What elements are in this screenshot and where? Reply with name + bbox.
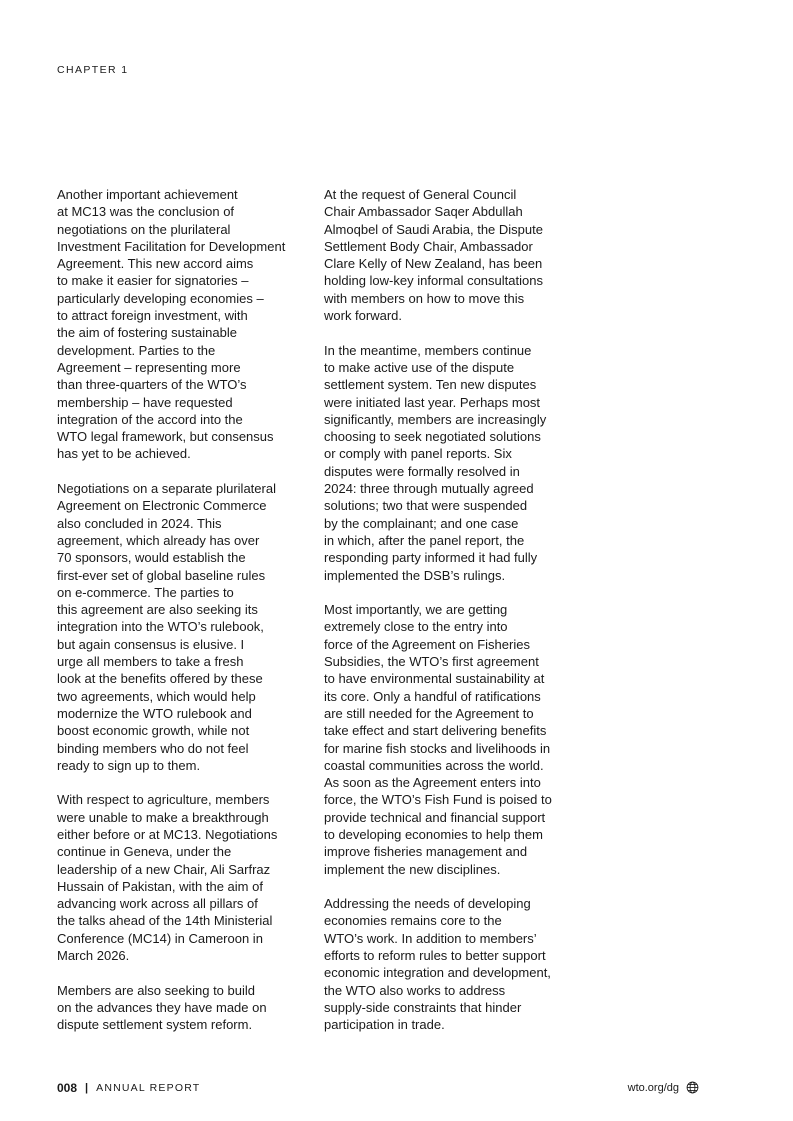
text-line: Agreement – representing more	[57, 359, 241, 375]
text-line: March 2026.	[57, 948, 130, 964]
text-line: two agreements, which would help	[57, 688, 256, 704]
text-line: Almoqbel of Saudi Arabia, the Dispute	[324, 221, 543, 237]
text-line: extremely close to the entry into	[324, 619, 508, 635]
text-line: either before or at MC13. Negotiations	[57, 826, 278, 842]
text-line: Another important achievement	[57, 187, 238, 202]
text-line: participation in trade.	[324, 1017, 445, 1033]
text-line: significantly, members are increasingly	[324, 411, 547, 427]
text-line: implement the new disciplines.	[324, 861, 501, 877]
text-line: the talks ahead of the 14th Ministerial	[57, 913, 273, 929]
footer-separator: |	[85, 1082, 89, 1094]
text-line: At the request of General Council	[324, 187, 517, 202]
text-line: than three-quarters of the WTO’s	[57, 377, 247, 393]
text-line: improve fisheries management and	[324, 844, 528, 860]
text-line: are still needed for the Agreement to	[324, 705, 534, 721]
text-line: WTO legal framework, but consensus	[57, 429, 274, 445]
text-line: to developing economies to help them	[324, 826, 543, 842]
text-line: were unable to make a breakthrough	[57, 809, 269, 825]
text-line: integration of the accord into the	[57, 411, 243, 427]
text-line: for marine fish stocks and livelihoods in	[324, 740, 551, 756]
text-line: Members are also seeking to build	[57, 982, 255, 998]
text-line: force of the Agreement on Fisheries	[324, 636, 530, 652]
text-line: integration into the WTO’s rulebook,	[57, 619, 264, 635]
text-line: settlement system. Ten new disputes	[324, 377, 537, 393]
text-line: As soon as the Agreement enters into	[324, 775, 541, 791]
text-line: its core. Only a handful of ratifications	[324, 688, 541, 704]
body-paragraph	[324, 601, 570, 878]
text-line: to make active use of the dispute	[324, 359, 515, 375]
text-line: Agreement on Electronic Commerce	[57, 498, 267, 514]
text-line: membership – have requested	[57, 394, 233, 410]
text-line: first-ever set of global baseline rules	[57, 567, 266, 583]
text-line: in which, after the panel report, the	[324, 532, 525, 548]
text-line: development. Parties to the	[57, 342, 216, 358]
body-paragraph	[324, 186, 570, 324]
text-line: Most importantly, we are getting	[324, 602, 508, 618]
left-column	[57, 186, 299, 1051]
text-line: provide technical and financial support	[324, 809, 546, 825]
text-line: Investment Facilitation for Development	[57, 238, 286, 254]
text-line: were initiated last year. Perhaps most	[324, 394, 541, 410]
text-line: on the advances they have made on	[57, 999, 267, 1015]
text-line: coastal communities across the world.	[324, 757, 544, 773]
text-line: on e-commerce. The parties to	[57, 584, 234, 600]
report-title: ANNUAL REPORT	[96, 1082, 201, 1094]
text-line: at MC13 was the conclusion of	[57, 204, 235, 220]
text-line: continue in Geneva, under the	[57, 844, 232, 860]
text-line: negotiations on the plurilateral	[57, 221, 231, 237]
text-line: the aim of fostering sustainable	[57, 325, 237, 341]
text-line: with members on how to move this	[324, 290, 525, 306]
text-line: also concluded in 2024. This	[57, 515, 222, 531]
text-line: particularly developing economies –	[57, 290, 264, 306]
text-line: implemented the DSB’s rulings.	[324, 567, 506, 583]
text-line: economic integration and development,	[324, 965, 551, 981]
text-line: supply-side constraints that hinder	[324, 999, 522, 1015]
text-line: modernize the WTO rulebook and	[57, 705, 252, 721]
text-line: but again consensus is elusive. I	[57, 636, 245, 652]
text-line: binding members who do not feel	[57, 740, 249, 756]
text-line: Subsidies, the WTO’s first agreement	[324, 654, 539, 670]
text-line: to attract foreign investment, with	[57, 308, 248, 324]
text-line: work forward.	[324, 308, 403, 324]
body-paragraph	[57, 186, 299, 463]
text-line: advancing work across all pillars of	[57, 896, 258, 912]
text-line: Settlement Body Chair, Ambassador	[324, 238, 533, 254]
text-line: the WTO also works to address	[324, 982, 506, 998]
text-line: Conference (MC14) in Cameroon in	[57, 930, 263, 946]
text-line: by the complainant; and one case	[324, 515, 519, 531]
text-line: boost economic growth, while not	[57, 723, 250, 739]
text-line: With respect to agriculture, members	[57, 792, 270, 808]
chapter-label: CHAPTER 1	[57, 64, 129, 76]
text-line: WTO’s work. In addition to members’	[324, 930, 537, 946]
text-line: to have environmental sustainability at	[324, 671, 545, 687]
text-line: Agreement. This new accord aims	[57, 256, 254, 272]
text-line: economies remains core to the	[324, 913, 502, 929]
text-line: agreement, which already has over	[57, 532, 260, 548]
text-line: force, the WTO’s Fish Fund is poised to	[324, 792, 552, 808]
text-line: Chair Ambassador Saqer Abdullah	[324, 204, 523, 220]
body-paragraph	[324, 342, 570, 584]
body-paragraph	[57, 982, 299, 1034]
text-line: 2024: three through mutually agreed	[324, 481, 534, 497]
text-line: leadership of a new Chair, Ali Sarfraz	[57, 861, 271, 877]
body-paragraph	[324, 895, 570, 1033]
body-paragraph	[57, 480, 299, 774]
text-line: solutions; two that were suspended	[324, 498, 528, 514]
text-line: holding low-key informal consultations	[324, 273, 543, 289]
footer-right	[628, 1081, 699, 1094]
globe-icon	[686, 1081, 699, 1094]
text-line: has yet to be achieved.	[57, 446, 191, 462]
text-line: or comply with panel reports. Six	[324, 446, 512, 462]
text-line: disputes were formally resolved in	[324, 463, 520, 479]
text-line: ready to sign up to them.	[57, 757, 201, 773]
text-line: Negotiations on a separate plurilateral	[57, 481, 276, 497]
text-line: 70 sponsors, would establish the	[57, 550, 246, 566]
text-line: Hussain of Pakistan, with the aim of	[57, 878, 263, 894]
body-paragraph	[57, 791, 299, 964]
text-line: Addressing the needs of developing	[324, 896, 531, 912]
text-line: this agreement are also seeking its	[57, 602, 258, 618]
text-line: Clare Kelly of New Zealand, has been	[324, 256, 543, 272]
text-line: choosing to seek negotiated solutions	[324, 429, 541, 445]
text-line: urge all members to take a fresh	[57, 654, 244, 670]
footer-left	[57, 1081, 200, 1095]
text-line: responding party informed it had fully	[324, 550, 538, 566]
text-line: take effect and start delivering benefits	[324, 723, 547, 739]
page-number: 008	[57, 1081, 78, 1095]
text-line: In the meantime, members continue	[324, 342, 532, 358]
text-line: dispute settlement system reform.	[57, 1017, 253, 1033]
text-line: efforts to reform rules to better support	[324, 948, 546, 964]
text-line: look at the benefits offered by these	[57, 671, 263, 687]
website-link[interactable]: wto.org/dg	[627, 1081, 679, 1094]
text-line: to make it easier for signatories –	[57, 273, 249, 289]
right-column	[324, 186, 570, 1051]
